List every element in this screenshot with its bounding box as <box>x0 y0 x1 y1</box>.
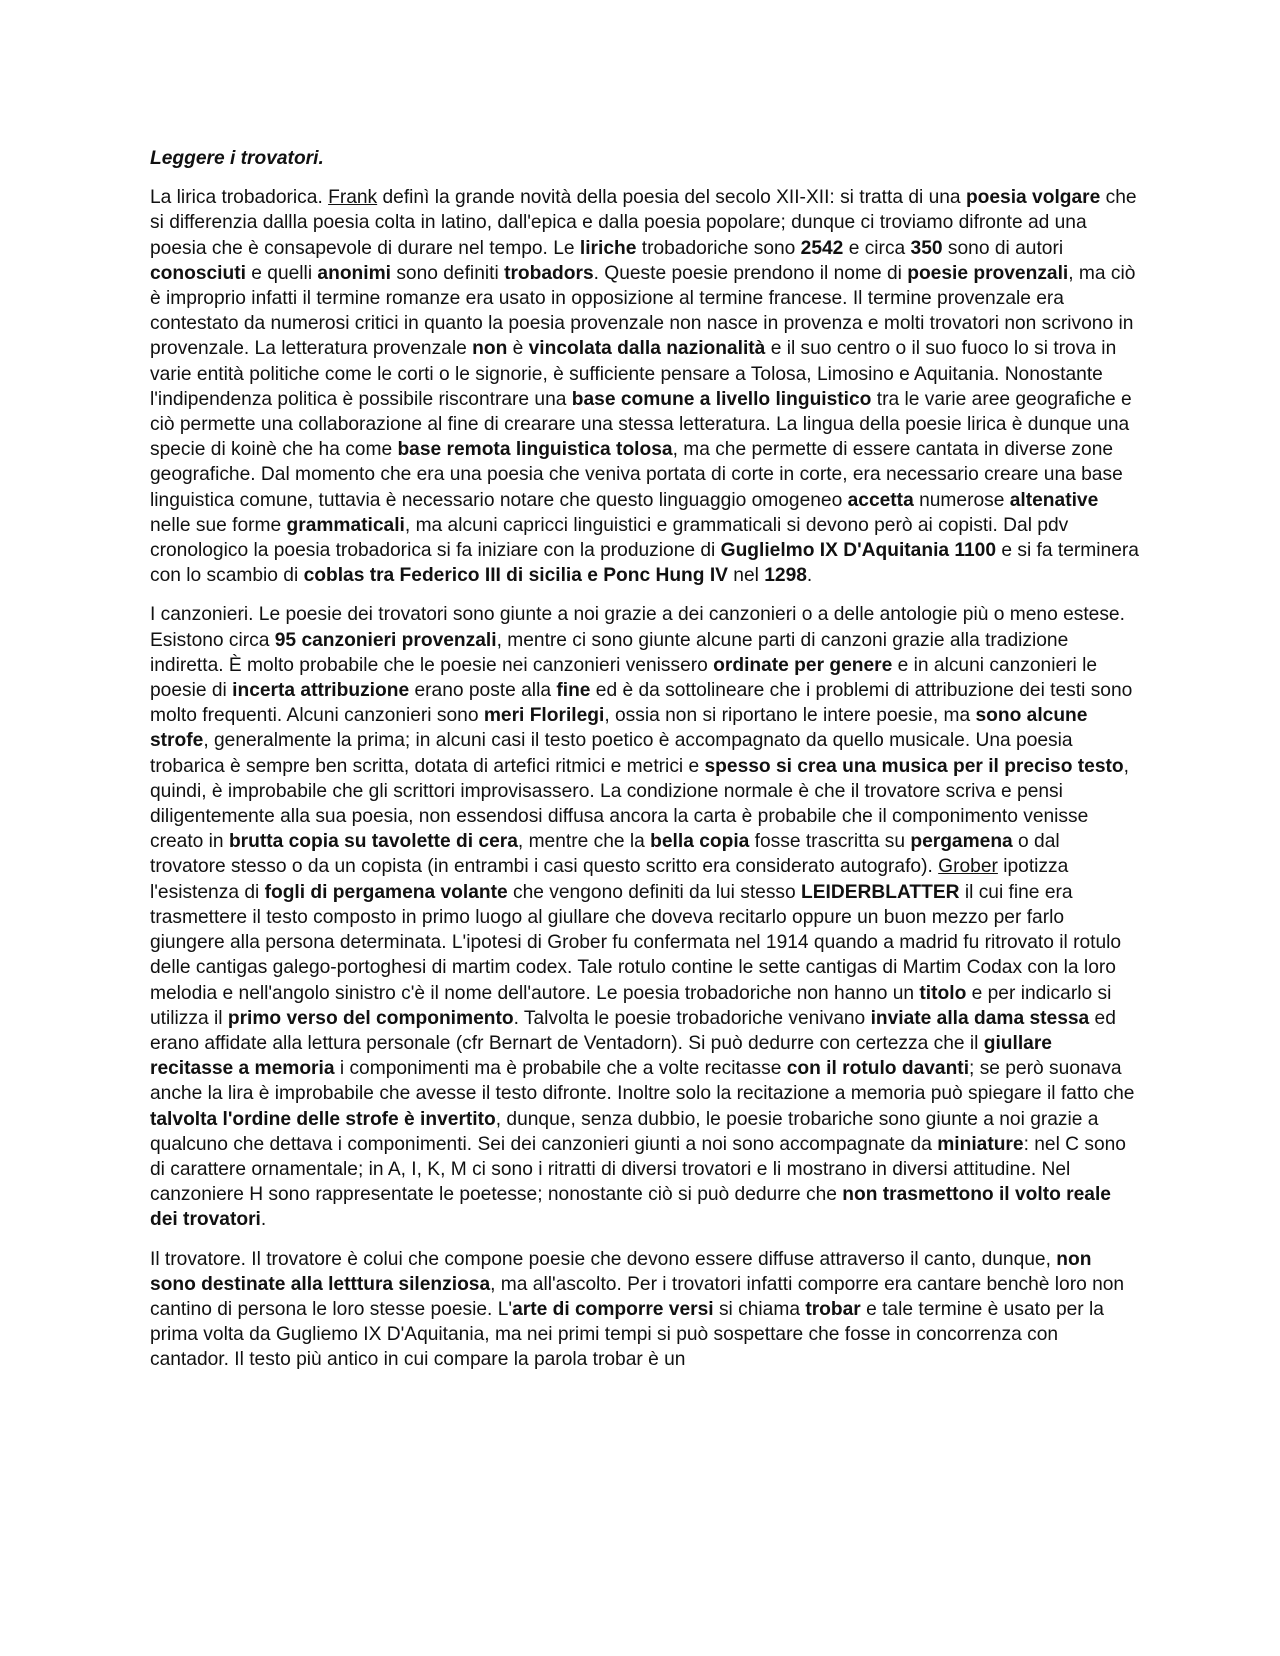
bold-text: non trasmettono il volto reale dei trovatori <box>150 1184 1111 1231</box>
bold-text: 350 <box>910 237 943 259</box>
bold-text: coblas tra Federico III di sicilia e Ponc Hung IV <box>303 565 728 587</box>
bold-text: poesie provenzali <box>907 262 1069 284</box>
body-text: e il suo centro o il suo fuoco lo si trova in varie entità politiche come le corti o le signorie, è sufficiente pensare a Tolosa, Limosino e Aquitania. Nonostante l'indipendenza politica è possibile riscontrare una <box>150 338 1117 410</box>
bold-text: sono alcune strofe <box>150 705 1088 752</box>
body-text: I canzonieri. Le poesie dei trovatori sono giunte a noi grazie a dei canzonieri o a delle antologie più o meno estese. Esistono circa <box>150 604 1125 651</box>
body-text: e circa <box>843 237 911 259</box>
body-text: i componimenti ma è probabile che a volte recitasse <box>334 1058 787 1080</box>
body-text: sono di autori <box>942 237 1064 259</box>
bold-text: spesso si crea una musica per il preciso testo <box>704 755 1124 777</box>
bold-text: accetta <box>847 489 914 511</box>
bold-text: trobar <box>805 1298 861 1320</box>
body-text: , dunque, senza dubbio, le poesie trobariche sono giunte a noi grazie a qualcuno che dettava i componimenti. Sei dei canzonieri giunti a noi sono accompagnate da <box>150 1108 1099 1155</box>
bold-text: 1298 <box>764 565 807 587</box>
bold-text: Guglielmo IX D'Aquitania 1100 <box>720 540 997 562</box>
body-text: e quelli <box>245 262 318 284</box>
paragraph-trovatore <box>150 1247 1140 1373</box>
body-text: , mentre ci sono giunte alcune parti di canzoni grazie alla tradizione indiretta. È molto probabile che le poesie nei canzonieri venissero <box>150 629 1069 676</box>
bold-text: trobadors <box>504 262 594 284</box>
body-text: ed è da sottolineare che i problemi di attribuzione dei testi sono molto frequenti. Alcuni canzonieri sono <box>150 680 1133 727</box>
body-text: . <box>260 1209 267 1231</box>
body-text: nelle sue forme <box>150 514 287 536</box>
bold-text: base comune a livello linguistico <box>571 388 872 410</box>
body-text: . <box>806 565 813 587</box>
underlined-name: Grober <box>938 856 998 878</box>
body-text: o dal trovatore stesso o da un copista (in entrambi i casi questo scritto era considerato autografo). <box>150 831 1060 878</box>
bold-text: base remota linguistica tolosa <box>397 439 673 461</box>
document-title: Leggere i trovatori. <box>150 148 324 169</box>
bold-text: miniature <box>937 1133 1024 1155</box>
bold-text: inviate alla dama stessa <box>870 1007 1090 1029</box>
body-text: ; se però suonava anche la lira è improbabile che avesse il testo difronte. Inoltre solo la recitazione a memoria può spiegare il fatto che <box>150 1058 1135 1105</box>
body-text: , ma alcuni capricci linguistici e grammaticali si devono però ai copisti. Dal pdv cronologico la poesia trobadorica si fa iniziare con la produzione di <box>150 514 1069 562</box>
bold-text: incerta attribuzione <box>232 680 410 702</box>
bold-text: titolo <box>919 982 967 1004</box>
bold-text: 95 canzonieri provenzali <box>274 629 497 651</box>
paragraph-lirica-trobadorica <box>150 185 1140 588</box>
body-text: è <box>507 338 529 360</box>
bold-text: conosciuti <box>150 262 246 284</box>
body-text: , ma ciò è improprio infatti il termine romanze era usato in opposizione al termine francese. Il termine provenzale era contestato da numerosi critici in quanto la poesia provenzale non nasce in provenza e molti trovatori non scrivono in provenzale. La letteratura provenzale <box>150 262 1136 360</box>
bold-text: poesia volgare <box>965 187 1101 209</box>
bold-text: non sono destinate alla letttura silenziosa <box>150 1248 1092 1295</box>
bold-text: meri Florilegi <box>483 705 605 727</box>
paragraph-canzonieri <box>150 602 1140 1232</box>
body-text: , quindi, è improbabile che gli scrittori improvisassero. La condizione normale è che il trovatore scriva e pensi diligentemente alla sua poesia, non essendosi diffusa ancora la carta è probabile che il componimento venisse creato in <box>150 755 1129 853</box>
body-text: e in alcuni canzonieri le poesie di <box>150 654 1098 702</box>
body-text: che vengono definiti da lui stesso <box>507 881 802 903</box>
bold-text: anonimi <box>317 262 391 284</box>
bold-text: arte di comporre versi <box>512 1298 714 1320</box>
bold-text: ordinate per genere <box>713 654 893 676</box>
bold-text: vincolata dalla nazionalità <box>528 338 766 360</box>
underlined-name: Frank <box>328 187 378 209</box>
body-text: , mentre che la <box>517 831 651 853</box>
body-text: si chiama <box>713 1298 806 1320</box>
bold-text: fine <box>556 680 591 702</box>
body-text: trobadoriche sono <box>636 237 801 259</box>
body-text: . Queste poesie prendono il nome di <box>593 262 908 284</box>
body-text: che si differenzia dallla poesia colta in latino, dall'epica e dalla poesia popolare; dunque ci troviamo difronte ad una poesia che è consapevole di durare nel tempo. Le <box>150 187 1137 259</box>
body-text: Il trovatore. Il trovatore è colui che compone poesie che devono essere diffuse attraverso il canto, dunque, <box>150 1248 1057 1270</box>
body-text: definì la grande novità della poesia del secolo XII-XII: si tratta di una <box>377 187 966 209</box>
body-text: , ma che permette di essere cantata in diverse zone geografiche. Dal momento che era una poesia che veniva portata di corte in corte, era necessario creare una base linguistica comune, tuttavia è necessario notare che questo linguaggio omogeneo <box>150 439 1123 511</box>
bold-text: non <box>472 338 508 360</box>
bold-text: con il rotulo davanti <box>786 1058 970 1080</box>
body-text: : nel C sono di carattere ornamentale; in A, I, K, M ci sono i ritratti di diversi trovatori e li mostrano in diversi attitudine. Nel canzoniere H sono rappresentate le poetesse; nonostante ciò si può dedurre che <box>150 1133 1126 1206</box>
body-text: , ossia non si riportano le intere poesie, ma <box>604 705 976 727</box>
document-page <box>150 146 1140 1387</box>
body-text: sono definiti <box>390 262 505 284</box>
body-text: ipotizza l'esistenza di <box>150 856 1069 903</box>
bold-text: pergamena <box>910 831 1013 853</box>
bold-text: bella copia <box>650 831 750 853</box>
bold-text: giullare recitasse a memoria <box>150 1032 1052 1080</box>
bold-text: brutta copia su tavolette di cera <box>228 831 518 853</box>
body-text: fosse trascritta su <box>749 831 911 853</box>
body-text: erano poste alla <box>409 680 557 702</box>
body-text: . Talvolta le poesie trobadoriche venivano <box>513 1007 871 1029</box>
body-text: , ma all'ascolto. Per i trovatori infatti comporre era cantare benchè loro non cantino di persona le loro stesse poesie. L' <box>150 1273 1125 1320</box>
body-text: nel <box>727 565 765 587</box>
body-text: e tale termine è usato per la prima volta da Gugliemo IX D'Aquitania, ma nei primi tempi si può sospettare che fosse in concorrenza con cantador. Il testo più antico in cui compare la parola trobar è un <box>150 1298 1104 1371</box>
body-text: il cui fine era trasmettere il testo composto in primo luogo al giullare che doveva recitarlo oppure un buon mezzo per farlo giungere alla persona determinata. L'ipotesi di Grober fu confermata nel 1914 quando a madrid fu ritrovato il rotulo delle cantigas galego-portoghesi di martim codex. Tale rotulo contine le sette cantigas di Martim Codax con la loro melodia e nell'angolo sinistro c'è il nome dell'autore. Le poesia trobadoriche non hanno un <box>150 881 1122 1004</box>
body-text: La lirica trobadorica. <box>150 187 329 209</box>
bold-text: altenative <box>1009 489 1099 511</box>
bold-text: 2542 <box>800 237 844 259</box>
body-text: , generalmente la prima; in alcuni casi il testo poetico è accompagnato da quello musicale. Una poesia trobarica è sempre ben scritta, dotata di artefici ritmici e metrici e <box>150 730 1073 777</box>
body-text: e per indicarlo si utilizza il <box>150 982 1112 1029</box>
body-text: ed erano affidate alla lettura personale (cfr Bernart de Ventadorn). Si può dedurre con certezza che il <box>150 1007 1116 1054</box>
bold-text: primo verso del componimento <box>227 1007 514 1029</box>
bold-text: fogli di pergamena volante <box>264 881 508 903</box>
bold-text: talvolta l'ordine delle strofe è invertito <box>150 1108 496 1130</box>
bold-text: LEIDERBLATTER <box>801 881 960 903</box>
body-text: numerose <box>913 489 1010 511</box>
bold-text: liriche <box>579 237 637 259</box>
body-text: tra le varie aree geografiche e ciò permette una collaborazione al fine di crearare una stessa letteratura. La lingua della poesie lirica è dunque una specie di koinè che ha come <box>150 388 1132 461</box>
bold-text: grammaticali <box>286 514 405 536</box>
body-text: e si fa terminera con lo scambio di <box>150 540 1139 587</box>
